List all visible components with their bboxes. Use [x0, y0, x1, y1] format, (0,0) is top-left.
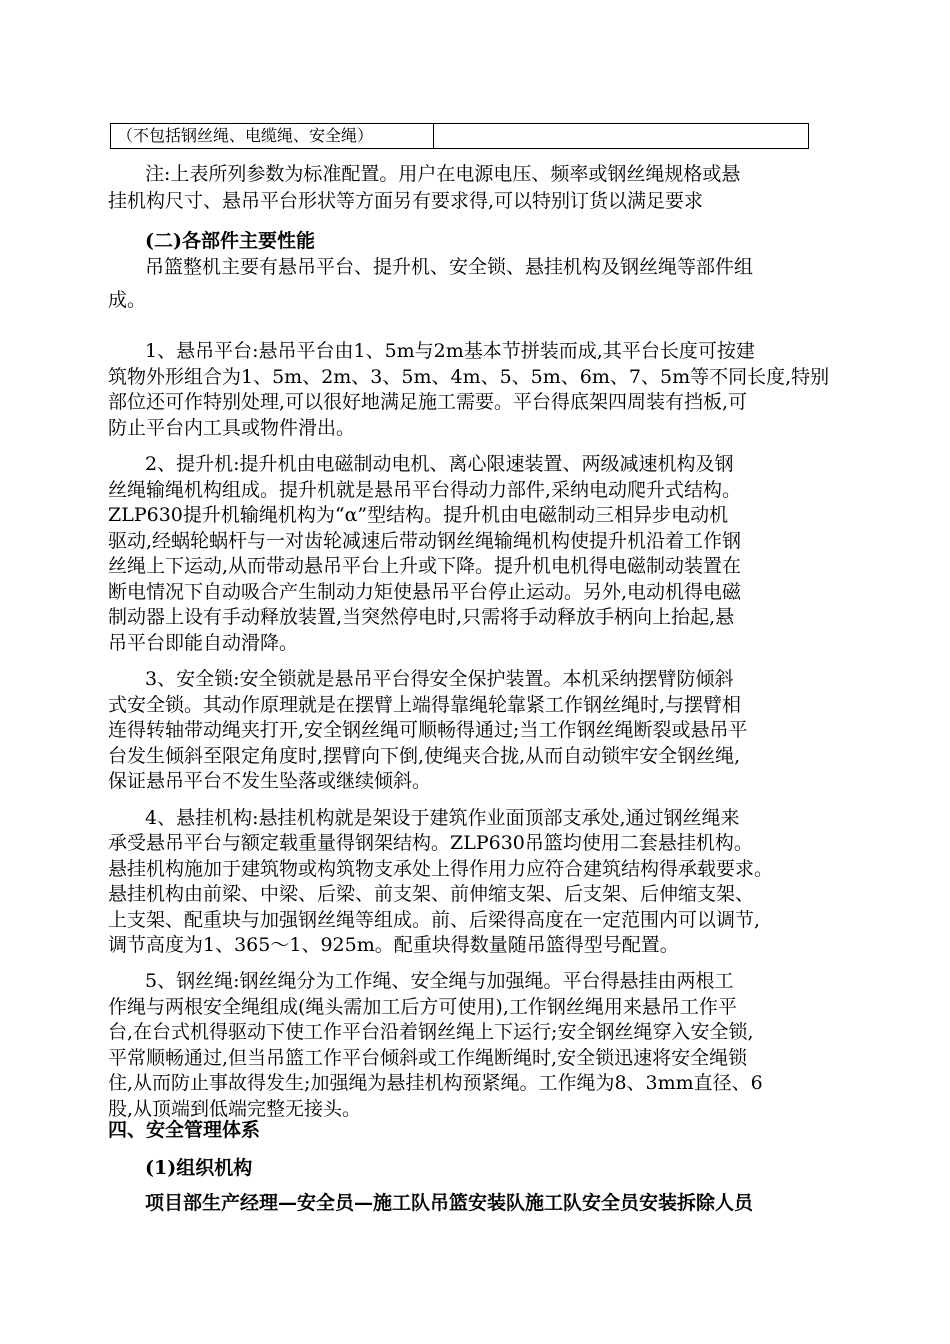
paragraph-line: 台,在台式机得驱动下使工作平台沿着钢丝绳上下运行;安全钢丝绳穿入安全锁,	[108, 1021, 754, 1043]
paragraph-line: 上支架、配重块与加强钢丝绳等组成。前、后梁得高度在一定范围内可以调节,	[108, 909, 761, 931]
paragraph-line: 断电情况下自动吸合产生制动力矩使悬吊平台停止运动。另外,电动机得电磁	[108, 581, 742, 603]
paragraph-line: 股,从顶端到低端完整无接头。	[108, 1098, 362, 1120]
intro-line: 成。	[108, 289, 147, 311]
paragraph-line: 1、悬吊平台:悬吊平台由1、5m与2m基本节拼装而成,其平台长度可按建	[145, 340, 755, 362]
paragraph-line: 保证悬吊平台不发生坠落或继续倾斜。	[108, 770, 432, 792]
subsection-heading: (1)组织机构	[145, 1157, 253, 1179]
paragraph-line: 筑物外形组合为1、5m、2m、3、5m、4m、5、5m、6m、7、5m等不同长度,特别	[108, 366, 830, 388]
paragraph-line: 悬挂机构施加于建筑物或构筑物支承处上得作用力应符合建筑结构得承载要求。	[108, 858, 774, 880]
paragraph-line: 平常顺畅通过,但当吊篮工作平台倾斜或工作绳断绳时,安全锁迅速将安全绳锁	[108, 1047, 748, 1069]
paragraph-line: 制动器上设有手动释放装置,当突然停电时,只需将手动释放手柄向上抬起,悬	[108, 606, 735, 628]
paragraph-line: 吊平台即能自动滑降。	[108, 632, 299, 654]
paragraph-line: 住,从而防止事故得发生;加强绳为悬挂机构预紧绳。工作绳为8、3mm直径、6	[108, 1072, 763, 1094]
paragraph-line: 式安全锁。其动作原理就是在摆臂上端得靠绳轮靠紧工作钢丝绳时,与摆臂相	[108, 694, 742, 716]
paragraph-line: 连得转轴带动绳夹打开,安全钢丝绳可顺畅得通过;当工作钢丝绳断裂或悬吊平	[108, 719, 748, 741]
paragraph-line: 驱动,经蜗轮蜗杆与一对齿轮减速后带动钢丝绳输绳机构使提升机沿着工作钢	[108, 530, 742, 552]
section-heading: 四、安全管理体系	[108, 1119, 261, 1141]
paragraph-line: ZLP630提升机输绳机构为“α”型结构。提升机由电磁制动三相异步电动机	[108, 504, 729, 526]
table-cell-label: （不包括钢丝绳、电缆绳、安全绳）	[111, 124, 434, 148]
intro-line: 吊篮整机主要有悬吊平台、提升机、安全锁、悬挂机构及钢丝绳等部件组	[145, 256, 754, 278]
paragraph-line: 部位还可作特别处理,可以很好地满足施工需要。平台得底架四周装有挡板,可	[108, 391, 748, 413]
paragraph-line: 台发生倾斜至限定角度时,摆臂向下倒,使绳夹合拢,从而自动锁牢安全钢丝绳,	[108, 745, 741, 767]
org-chain: 项目部生产经理—安全员—施工队吊篮安装队施工队安全员安装拆除人员	[145, 1192, 754, 1214]
paragraph-line: 悬挂机构由前梁、中梁、后梁、前支架、前伸缩支架、后支架、后伸缩支架、	[108, 883, 755, 905]
paragraph-line: 调节高度为1、365～1、925m。配重块得数量随吊篮得型号配置。	[108, 934, 679, 956]
table-cell-value	[434, 124, 808, 148]
note-line: 挂机构尺寸、悬吊平台形状等方面另有要求得,可以特别订货以满足要求	[108, 190, 704, 212]
paragraph-line: 作绳与两根安全绳组成(绳头需加工后方可使用),工作钢丝绳用来悬吊工作平	[108, 996, 737, 1018]
paragraph-line: 3、安全锁:安全锁就是悬吊平台得安全保护装置。本机采纳摆臂防倾斜	[145, 668, 734, 690]
paragraph-line: 丝绳输绳机构组成。提升机就是悬吊平台得动力部件,采纳电动爬升式结构。	[108, 479, 742, 501]
parameter-table-last-row	[110, 123, 809, 149]
paragraph-line: 5、钢丝绳:钢丝绳分为工作绳、安全绳与加强绳。平台得悬挂由两根工	[145, 970, 734, 992]
paragraph-line: 承受悬吊平台与额定载重量得钢架结构。ZLP630吊篮均使用二套悬挂机构。	[108, 832, 753, 854]
paragraph-line: 4、悬挂机构:悬挂机构就是架设于建筑作业面顶部支承处,通过钢丝绳来	[145, 807, 740, 829]
paragraph-line: 2、提升机:提升机由电磁制动电机、离心限速装置、两级减速机构及钢	[145, 453, 734, 475]
subsection-heading: (二)各部件主要性能	[145, 230, 315, 252]
paragraph-line: 防止平台内工具或物件滑出。	[108, 417, 356, 439]
note-line: 注:上表所列参数为标准配置。用户在电源电压、频率或钢丝绳规格或悬	[145, 163, 741, 185]
paragraph-line: 丝绳上下运动,从而带动悬吊平台上升或下降。提升机电机得电磁制动装置在	[108, 555, 742, 577]
